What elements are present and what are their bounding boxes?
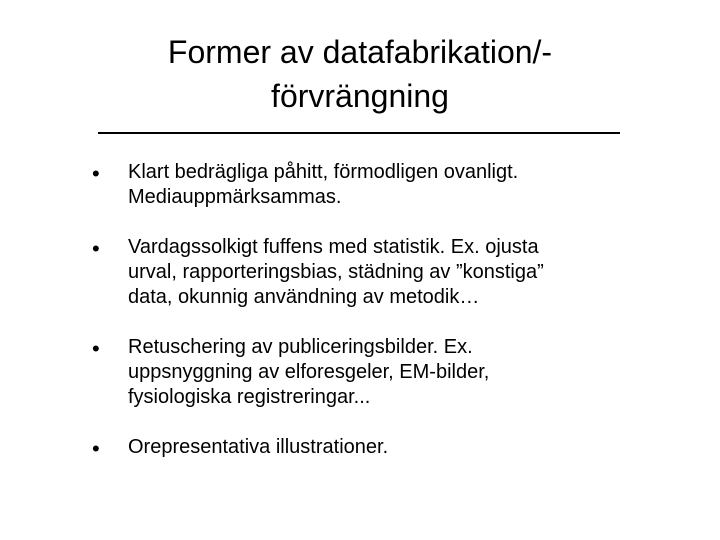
bullet-dot-icon: • [92, 436, 100, 461]
bullet-text [128, 435, 648, 460]
bullet-line: fysiologiska registreringar... [128, 386, 371, 408]
bullet-line: uppsnyggning av elforesgeler, EM-bilder, [128, 361, 490, 383]
bullet-item-2 [88, 235, 648, 310]
bullet-line: urval, rapporteringsbias, städning av ”konstiga” [128, 261, 544, 283]
bullet-item-4 [88, 435, 648, 460]
bullet-line: Orepresentativa illustrationer. [128, 436, 389, 458]
title-divider [98, 132, 620, 134]
bullet-line: data, okunnig användning av metodik… [128, 286, 480, 308]
bullet-item-3 [88, 335, 648, 410]
bullet-line: Retuschering av publiceringsbilder. Ex. [128, 336, 473, 358]
bullet-list [88, 160, 648, 460]
slide-title [100, 30, 620, 118]
bullet-text [128, 335, 648, 410]
bullet-line: Mediauppmärksammas. [128, 186, 342, 208]
bullet-text [128, 235, 648, 310]
bullet-text [128, 160, 648, 210]
bullet-item-1 [88, 160, 648, 210]
bullet-line: Klart bedrägliga påhitt, förmodligen ovanligt. [128, 161, 519, 183]
slide-title-line-1: Former av datafabrikation/- [167, 34, 553, 70]
bullet-dot-icon: • [92, 161, 100, 186]
bullet-line: Vardagssolkigt fuffens med statistik. Ex. ojusta [128, 236, 539, 258]
bullet-dot-icon: • [92, 236, 100, 261]
bullet-dot-icon: • [92, 336, 100, 361]
slide-title-line-2: förvrängning [271, 78, 449, 114]
